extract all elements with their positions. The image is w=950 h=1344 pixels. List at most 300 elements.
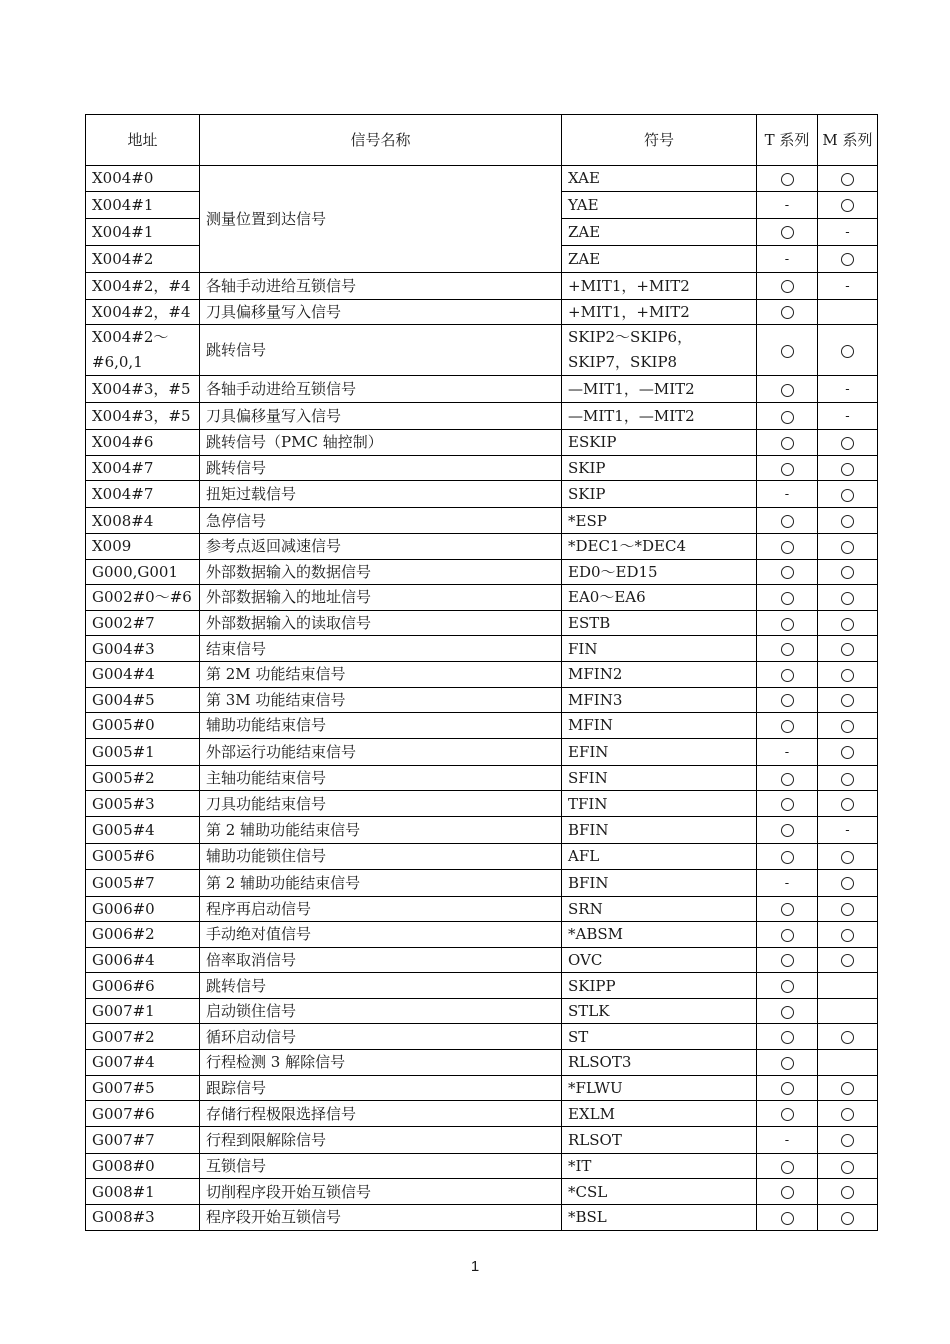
header-symbol: 符号	[562, 115, 757, 166]
symbol-cell: ED0～ED15	[562, 559, 757, 585]
t-series-cell	[757, 403, 818, 430]
signal-name-cell: 倍率取消信号	[200, 947, 562, 973]
m-series-cell	[818, 973, 878, 999]
t-series-cell	[757, 585, 818, 611]
symbol-cell: ESTB	[562, 610, 757, 636]
table-row	[86, 533, 878, 559]
signal-name-cell: 第 2 辅助功能结束信号	[200, 869, 562, 896]
table-row	[86, 508, 878, 534]
table-row	[86, 998, 878, 1024]
signal-name-cell: 外部数据输入的数据信号	[200, 559, 562, 585]
m-series-cell	[818, 245, 878, 272]
signal-name-cell: 主轴功能结束信号	[200, 765, 562, 791]
t-series-cell	[757, 218, 818, 245]
signal-name-cell: 各轴手动进给互锁信号	[200, 272, 562, 299]
table-row	[86, 816, 878, 843]
supported-mark-icon	[841, 253, 854, 266]
table-row	[86, 1153, 878, 1179]
t-series-cell	[757, 1101, 818, 1127]
not-supported-mark: -	[784, 197, 790, 213]
address-cell: X004#3，#5	[86, 376, 200, 403]
address-cell: G007#1	[86, 998, 200, 1024]
supported-mark-icon	[781, 643, 794, 656]
supported-mark-icon	[841, 798, 854, 811]
address-cell: X004#2，#4	[86, 272, 200, 299]
supported-mark-icon	[781, 411, 794, 424]
t-series-cell	[757, 166, 818, 192]
signal-name-cell: 第 2M 功能结束信号	[200, 661, 562, 687]
signal-name-cell: 程序段开始互锁信号	[200, 1205, 562, 1231]
symbol-cell: SKIPP	[562, 973, 757, 999]
supported-mark-icon	[841, 1161, 854, 1174]
address-cell: G005#0	[86, 713, 200, 739]
address-cell: G006#0	[86, 896, 200, 922]
symbol-cell: STLK	[562, 998, 757, 1024]
signal-name-cell: 刀具功能结束信号	[200, 791, 562, 817]
supported-mark-icon	[781, 954, 794, 967]
t-series-cell	[757, 455, 818, 481]
symbol-cell: SKIP	[562, 481, 757, 508]
symbol-cell: TFIN	[562, 791, 757, 817]
supported-mark-icon	[841, 1031, 854, 1044]
supported-mark-icon	[781, 1186, 794, 1199]
supported-mark-icon	[781, 669, 794, 682]
not-supported-mark: -	[784, 875, 790, 891]
signal-name-cell: 跳转信号	[200, 973, 562, 999]
not-supported-mark: -	[784, 744, 790, 760]
address-cell: G007#4	[86, 1050, 200, 1076]
t-series-cell	[757, 1075, 818, 1101]
address-cell: X004#1	[86, 218, 200, 245]
address-cell: G008#0	[86, 1153, 200, 1179]
address-cell: X008#4	[86, 508, 200, 534]
signal-name-cell: 第 3M 功能结束信号	[200, 687, 562, 713]
symbol-cell: MFIN3	[562, 687, 757, 713]
symbol-cell: OVC	[562, 947, 757, 973]
symbol-cell: ESKIP	[562, 430, 757, 456]
supported-mark-icon	[781, 173, 794, 186]
m-series-cell	[818, 1101, 878, 1127]
supported-mark-icon	[841, 1186, 854, 1199]
supported-mark-icon	[841, 746, 854, 759]
supported-mark-icon	[841, 929, 854, 942]
signal-name-cell: 测量位置到达信号	[200, 166, 562, 273]
signal-name-cell: 跳转信号	[200, 455, 562, 481]
symbol-cell: *ABSM	[562, 922, 757, 948]
supported-mark-icon	[781, 384, 794, 397]
m-series-cell	[818, 508, 878, 534]
supported-mark-icon	[841, 199, 854, 212]
m-series-cell	[818, 947, 878, 973]
m-series-cell	[818, 713, 878, 739]
symbol-cell: BFIN	[562, 869, 757, 896]
address-cell: X004#2	[86, 245, 200, 272]
signal-name-cell: 互锁信号	[200, 1153, 562, 1179]
t-series-cell	[757, 687, 818, 713]
address-cell: G008#3	[86, 1205, 200, 1231]
t-series-cell	[757, 791, 818, 817]
m-series-cell	[818, 816, 878, 843]
address-cell: G004#5	[86, 687, 200, 713]
table-header-row	[86, 115, 878, 166]
signal-name-cell: 参考点返回减速信号	[200, 533, 562, 559]
signal-name-cell: 手动绝对值信号	[200, 922, 562, 948]
table-row	[86, 325, 878, 376]
address-cell: G005#2	[86, 765, 200, 791]
m-series-cell	[818, 922, 878, 948]
address-cell: X004#7	[86, 455, 200, 481]
symbol-cell: SFIN	[562, 765, 757, 791]
signal-name-cell: 外部数据输入的地址信号	[200, 585, 562, 611]
table-row	[86, 1179, 878, 1205]
t-series-cell	[757, 947, 818, 973]
supported-mark-icon	[781, 1057, 794, 1070]
address-cell: X004#1	[86, 191, 200, 218]
signal-name-cell: 行程检测 3 解除信号	[200, 1050, 562, 1076]
supported-mark-icon	[781, 798, 794, 811]
table-row	[86, 636, 878, 662]
address-cell: X009	[86, 533, 200, 559]
supported-mark-icon	[841, 1134, 854, 1147]
table-body	[86, 166, 878, 1231]
supported-mark-icon	[841, 489, 854, 502]
symbol-cell: AFL	[562, 843, 757, 869]
table-row	[86, 585, 878, 611]
table-row	[86, 610, 878, 636]
address-cell: G005#6	[86, 843, 200, 869]
address-cell: G004#4	[86, 661, 200, 687]
m-series-cell	[818, 272, 878, 299]
m-series-cell	[818, 738, 878, 765]
supported-mark-icon	[841, 694, 854, 707]
not-supported-mark: -	[845, 822, 850, 838]
signal-name-cell: 第 2 辅助功能结束信号	[200, 816, 562, 843]
t-series-cell	[757, 325, 818, 376]
supported-mark-icon	[841, 1212, 854, 1225]
m-series-cell	[818, 869, 878, 896]
table-row	[86, 559, 878, 585]
m-series-cell	[818, 430, 878, 456]
supported-mark-icon	[781, 226, 794, 239]
address-cell: X004#3，#5	[86, 403, 200, 430]
t-series-cell	[757, 245, 818, 272]
symbol-cell: *BSL	[562, 1205, 757, 1231]
supported-mark-icon	[781, 824, 794, 837]
supported-mark-icon	[841, 345, 854, 358]
m-series-cell	[818, 1153, 878, 1179]
supported-mark-icon	[841, 773, 854, 786]
header-m-series: M 系列	[818, 115, 878, 166]
supported-mark-icon	[841, 1082, 854, 1095]
supported-mark-icon	[841, 643, 854, 656]
address-cell: X004#7	[86, 481, 200, 508]
t-series-cell	[757, 636, 818, 662]
supported-mark-icon	[841, 618, 854, 631]
signal-table	[85, 114, 878, 1231]
t-series-cell	[757, 508, 818, 534]
supported-mark-icon	[781, 463, 794, 476]
t-series-cell	[757, 713, 818, 739]
signal-name-cell: 结束信号	[200, 636, 562, 662]
supported-mark-icon	[841, 173, 854, 186]
m-series-cell	[818, 455, 878, 481]
supported-mark-icon	[781, 566, 794, 579]
m-series-cell	[818, 896, 878, 922]
address-cell: G002#0～#6	[86, 585, 200, 611]
signal-name-cell: 外部运行功能结束信号	[200, 738, 562, 765]
t-series-cell	[757, 816, 818, 843]
symbol-cell: MFIN2	[562, 661, 757, 687]
m-series-cell	[818, 585, 878, 611]
m-series-cell	[818, 166, 878, 192]
supported-mark-icon	[781, 306, 794, 319]
table-row	[86, 430, 878, 456]
symbol-cell: ST	[562, 1024, 757, 1050]
not-supported-mark: -	[845, 224, 850, 240]
table-row	[86, 299, 878, 325]
supported-mark-icon	[781, 1082, 794, 1095]
symbol-cell: YAE	[562, 191, 757, 218]
address-cell: G006#4	[86, 947, 200, 973]
table-row	[86, 403, 878, 430]
address-cell: G004#3	[86, 636, 200, 662]
signal-name-cell: 启动锁住信号	[200, 998, 562, 1024]
signal-name-cell: 循环启动信号	[200, 1024, 562, 1050]
header-signal-name: 信号名称	[200, 115, 562, 166]
supported-mark-icon	[841, 515, 854, 528]
symbol-cell: RLSOT3	[562, 1050, 757, 1076]
t-series-cell	[757, 481, 818, 508]
supported-mark-icon	[781, 515, 794, 528]
address-cell: G007#6	[86, 1101, 200, 1127]
symbol-cell: *FLWU	[562, 1075, 757, 1101]
table-row	[86, 687, 878, 713]
table-row	[86, 1050, 878, 1076]
supported-mark-icon	[841, 1108, 854, 1121]
symbol-cell: MFIN	[562, 713, 757, 739]
symbol-cell: EFIN	[562, 738, 757, 765]
header-t-series: T 系列	[757, 115, 818, 166]
signal-name-cell: 刀具偏移量写入信号	[200, 299, 562, 325]
address-cell: X004#0	[86, 166, 200, 192]
t-series-cell	[757, 843, 818, 869]
t-series-cell	[757, 533, 818, 559]
table-row	[86, 166, 878, 192]
address-cell: G007#7	[86, 1126, 200, 1153]
t-series-cell	[757, 1126, 818, 1153]
m-series-cell	[818, 843, 878, 869]
supported-mark-icon	[841, 592, 854, 605]
supported-mark-icon	[781, 1006, 794, 1019]
supported-mark-icon	[781, 903, 794, 916]
supported-mark-icon	[781, 345, 794, 358]
supported-mark-icon	[781, 851, 794, 864]
signal-name-cell: 扭矩过载信号	[200, 481, 562, 508]
m-series-cell	[818, 661, 878, 687]
not-supported-mark: -	[784, 487, 790, 503]
supported-mark-icon	[781, 1031, 794, 1044]
symbol-cell: SRN	[562, 896, 757, 922]
address-cell: G000,G001	[86, 559, 200, 585]
signal-name-cell: 辅助功能锁住信号	[200, 843, 562, 869]
table-row	[86, 1075, 878, 1101]
supported-mark-icon	[781, 773, 794, 786]
supported-mark-icon	[781, 1108, 794, 1121]
m-series-cell	[818, 610, 878, 636]
t-series-cell	[757, 973, 818, 999]
m-series-cell	[818, 559, 878, 585]
symbol-cell: BFIN	[562, 816, 757, 843]
m-series-cell	[818, 191, 878, 218]
signal-name-cell: 跳转信号（PMC 轴控制）	[200, 430, 562, 456]
page-number: 1	[470, 1258, 480, 1275]
table-row	[86, 791, 878, 817]
table-row	[86, 1101, 878, 1127]
m-series-cell	[818, 299, 878, 325]
t-series-cell	[757, 922, 818, 948]
table-row	[86, 1126, 878, 1153]
symbol-cell: ZAE	[562, 218, 757, 245]
address-cell: G005#1	[86, 738, 200, 765]
symbol-cell: —MIT1，—MIT2	[562, 376, 757, 403]
m-series-cell	[818, 403, 878, 430]
symbol-cell: *IT	[562, 1153, 757, 1179]
t-series-cell	[757, 191, 818, 218]
signal-name-cell: 切削程序段开始互锁信号	[200, 1179, 562, 1205]
table-row	[86, 1024, 878, 1050]
m-series-cell	[818, 218, 878, 245]
address-cell: G005#7	[86, 869, 200, 896]
signal-name-cell: 急停信号	[200, 508, 562, 534]
symbol-cell: +MIT1，+MIT2	[562, 272, 757, 299]
table-row	[86, 1205, 878, 1231]
t-series-cell	[757, 1179, 818, 1205]
supported-mark-icon	[781, 980, 794, 993]
t-series-cell	[757, 765, 818, 791]
supported-mark-icon	[841, 720, 854, 733]
t-series-cell	[757, 1024, 818, 1050]
not-supported-mark: -	[784, 251, 790, 267]
address-cell: G002#7	[86, 610, 200, 636]
table-row	[86, 869, 878, 896]
table-row	[86, 661, 878, 687]
supported-mark-icon	[781, 929, 794, 942]
table-row	[86, 272, 878, 299]
table-row	[86, 947, 878, 973]
supported-mark-icon	[781, 618, 794, 631]
supported-mark-icon	[781, 694, 794, 707]
table-row	[86, 922, 878, 948]
t-series-cell	[757, 272, 818, 299]
address-cell: G007#5	[86, 1075, 200, 1101]
supported-mark-icon	[781, 720, 794, 733]
signal-name-cell: 外部数据输入的读取信号	[200, 610, 562, 636]
table-row	[86, 455, 878, 481]
symbol-cell: XAE	[562, 166, 757, 192]
symbol-cell: SKIP2～SKIP6，SKIP7，SKIP8	[562, 325, 757, 376]
supported-mark-icon	[841, 541, 854, 554]
table-row	[86, 843, 878, 869]
m-series-cell	[818, 1179, 878, 1205]
address-cell: G005#4	[86, 816, 200, 843]
m-series-cell	[818, 636, 878, 662]
supported-mark-icon	[841, 669, 854, 682]
t-series-cell	[757, 896, 818, 922]
address-cell: X004#2，#4	[86, 299, 200, 325]
table-row	[86, 765, 878, 791]
symbol-cell: FIN	[562, 636, 757, 662]
t-series-cell	[757, 1050, 818, 1076]
address-cell: G006#2	[86, 922, 200, 948]
table-row	[86, 738, 878, 765]
address-cell: G008#1	[86, 1179, 200, 1205]
signal-name-cell: 辅助功能结束信号	[200, 713, 562, 739]
signal-name-cell: 跳转信号	[200, 325, 562, 376]
signal-name-cell: 刀具偏移量写入信号	[200, 403, 562, 430]
m-series-cell	[818, 765, 878, 791]
address-cell: G007#2	[86, 1024, 200, 1050]
supported-mark-icon	[841, 566, 854, 579]
symbol-cell: +MIT1，+MIT2	[562, 299, 757, 325]
address-cell: X004#6	[86, 430, 200, 456]
m-series-cell	[818, 533, 878, 559]
symbol-cell: —MIT1，—MIT2	[562, 403, 757, 430]
m-series-cell	[818, 1075, 878, 1101]
t-series-cell	[757, 299, 818, 325]
symbol-cell: ZAE	[562, 245, 757, 272]
t-series-cell	[757, 661, 818, 687]
signal-name-cell: 程序再启动信号	[200, 896, 562, 922]
table-row	[86, 713, 878, 739]
supported-mark-icon	[781, 437, 794, 450]
t-series-cell	[757, 430, 818, 456]
supported-mark-icon	[841, 463, 854, 476]
t-series-cell	[757, 1153, 818, 1179]
table-row	[86, 481, 878, 508]
m-series-cell	[818, 687, 878, 713]
signal-name-cell: 存储行程极限选择信号	[200, 1101, 562, 1127]
supported-mark-icon	[781, 1212, 794, 1225]
header-address: 地址	[86, 115, 200, 166]
supported-mark-icon	[841, 877, 854, 890]
symbol-cell: EXLM	[562, 1101, 757, 1127]
supported-mark-icon	[841, 851, 854, 864]
not-supported-mark: -	[845, 409, 850, 425]
address-cell: G005#3	[86, 791, 200, 817]
m-series-cell	[818, 1126, 878, 1153]
m-series-cell	[818, 791, 878, 817]
supported-mark-icon	[841, 437, 854, 450]
symbol-cell: *DEC1～*DEC4	[562, 533, 757, 559]
symbol-cell: RLSOT	[562, 1126, 757, 1153]
t-series-cell	[757, 1205, 818, 1231]
not-supported-mark: -	[784, 1132, 790, 1148]
signal-name-cell: 行程到限解除信号	[200, 1126, 562, 1153]
m-series-cell	[818, 1205, 878, 1231]
m-series-cell	[818, 1050, 878, 1076]
address-cell: G006#6	[86, 973, 200, 999]
t-series-cell	[757, 559, 818, 585]
t-series-cell	[757, 998, 818, 1024]
symbol-cell: *CSL	[562, 1179, 757, 1205]
symbol-cell: SKIP	[562, 455, 757, 481]
not-supported-mark: -	[845, 382, 850, 398]
m-series-cell	[818, 481, 878, 508]
signal-name-cell: 跟踪信号	[200, 1075, 562, 1101]
supported-mark-icon	[841, 903, 854, 916]
address-cell: X004#2～#6,0,1	[86, 325, 200, 376]
supported-mark-icon	[841, 954, 854, 967]
